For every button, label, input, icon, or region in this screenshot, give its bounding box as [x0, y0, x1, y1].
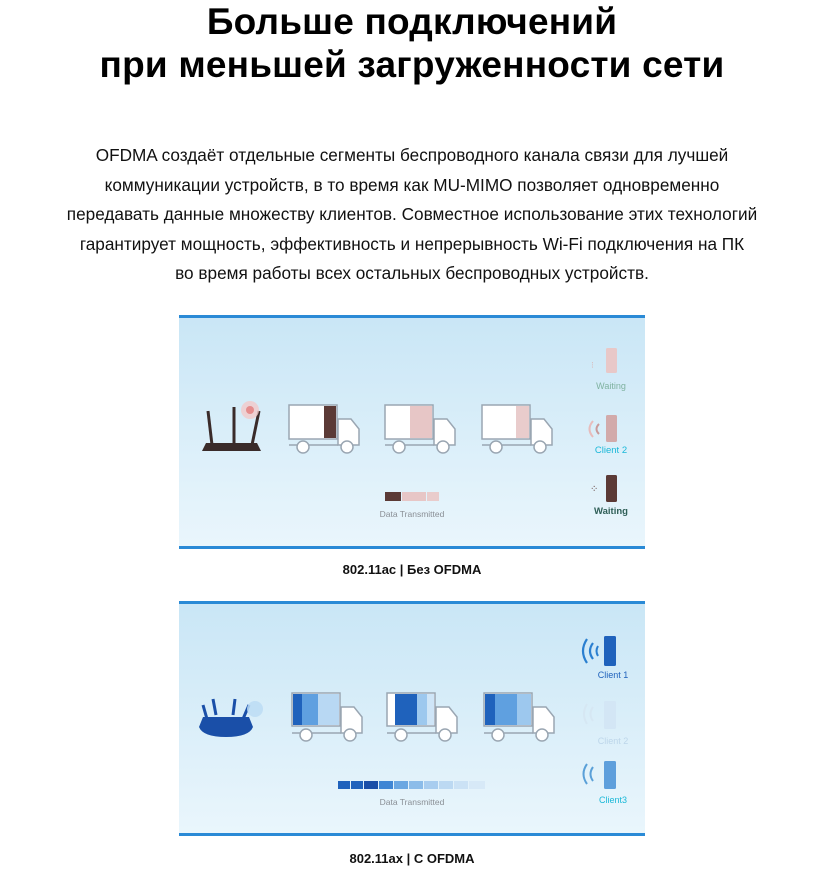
- client-label: Client 2: [597, 736, 629, 746]
- diagram-caption-ac: 802.11ac | Без OFDMA: [342, 562, 482, 577]
- divider: [179, 833, 645, 836]
- title-line-2: при меньшей загруженности сети: [99, 44, 725, 85]
- diagram-caption-ax: 802.11ax | С OFDMA: [349, 851, 475, 866]
- diagram-80211ax: [179, 601, 645, 836]
- description-line: коммуникации устройств, в то время как MU-MIMO позволяет одновременно: [104, 174, 720, 195]
- client-label: Waiting: [594, 506, 628, 517]
- client-label: Client 1: [597, 670, 629, 680]
- divider: [179, 601, 645, 604]
- data-transmitted-label: Data Transmitted: [379, 797, 445, 807]
- client-label: Client 2: [594, 445, 628, 456]
- data-transmitted-bar: [385, 492, 439, 501]
- description-line: во время работы всех остальных беспроводных устройств.: [175, 263, 649, 283]
- diagram-80211ac: [179, 315, 645, 549]
- data-transmitted-label: Data Transmitted: [379, 509, 445, 519]
- description-line: передавать данные множеству клиентов. Совместное использование этих технологий: [66, 204, 758, 224]
- description-line: OFDMA создаёт отдельные сегменты беспроводного канала связи для лучшей: [95, 145, 729, 165]
- divider: [179, 546, 645, 549]
- data-transmitted-bar: [338, 781, 485, 789]
- svg-text:⁝: ⁝: [591, 360, 594, 370]
- page-title: [0, 0, 824, 86]
- title-line-1: Больше подключений: [206, 1, 618, 42]
- client-label: Client3: [598, 795, 627, 805]
- svg-text:⁘: ⁘: [590, 484, 599, 495]
- client-label: Waiting: [596, 381, 626, 391]
- description: [0, 141, 824, 289]
- description-line: гарантирует мощность, эффективность и непрерывность Wi-Fi подключения на ПК: [79, 233, 745, 254]
- divider: [179, 315, 645, 318]
